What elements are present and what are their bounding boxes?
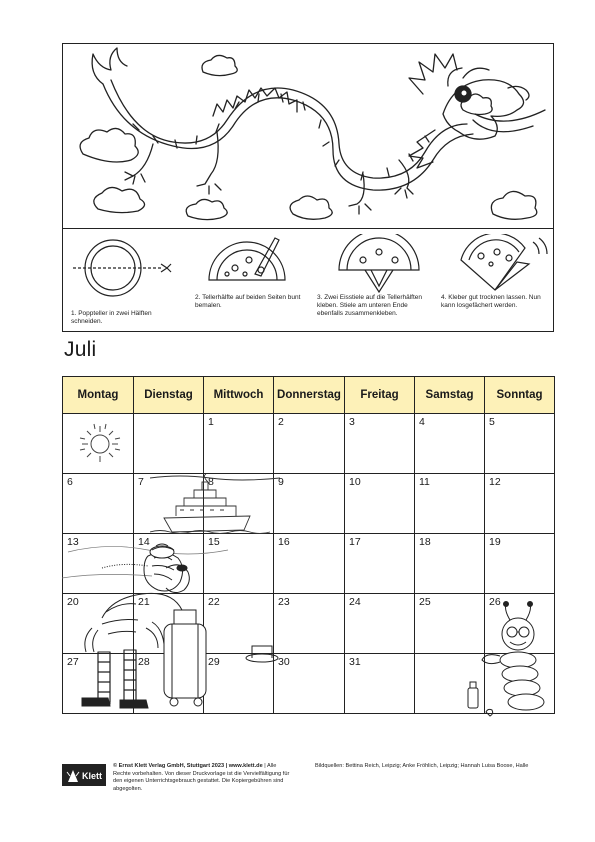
day-cell[interactable]: 18 <box>415 534 485 594</box>
fan-icon <box>455 234 555 294</box>
weekday-header: Samstag <box>415 377 485 414</box>
weekday-header-row <box>63 377 555 414</box>
dragon-drawing <box>63 44 555 230</box>
instruction-step-1: 1. Poppteller in zwei Hälften schneiden. <box>71 310 152 325</box>
day-cell[interactable]: 12 <box>485 474 555 534</box>
weekday-header: Dienstag <box>134 377 204 414</box>
week-row <box>63 534 555 594</box>
image-credits: Bildquellen: Bettina Reich, Leipzig; Anke Fröhlich, Leipzig; Hannah Luisa Boose, Halle <box>315 763 529 769</box>
copyright-bold[interactable]: © Ernst Klett Verlag GmbH, Stuttgart 2023 | www.klett.de <box>113 763 263 769</box>
instruction-step-4: 4. Kleber gut trocknen lassen. Nun kann losgefächert werden. <box>441 294 541 309</box>
calendar-grid <box>62 376 555 714</box>
day-cell[interactable]: 13 <box>63 534 134 594</box>
day-cell[interactable]: 21 <box>134 594 204 654</box>
day-cell[interactable]: 31 <box>345 654 415 714</box>
instruction-panel <box>62 228 554 332</box>
week-row <box>63 654 555 714</box>
day-cell[interactable]: 14 <box>134 534 204 594</box>
half-plate-paint-icon <box>205 234 295 290</box>
day-cell[interactable]: 2 <box>274 414 345 474</box>
day-cell[interactable]: 24 <box>345 594 415 654</box>
klett-logo <box>62 764 106 786</box>
day-cell[interactable] <box>485 654 555 714</box>
day-cell[interactable]: 11 <box>415 474 485 534</box>
day-cell[interactable]: 20 <box>63 594 134 654</box>
day-cell[interactable]: 7 <box>134 474 204 534</box>
weekday-header: Freitag <box>345 377 415 414</box>
day-cell[interactable]: 9 <box>274 474 345 534</box>
week-row <box>63 474 555 534</box>
weekday-header: Mittwoch <box>204 377 274 414</box>
day-cell[interactable]: 27 <box>63 654 134 714</box>
day-cell[interactable]: 5 <box>485 414 555 474</box>
day-cell[interactable]: 17 <box>345 534 415 594</box>
day-cell[interactable]: 4 <box>415 414 485 474</box>
plate-sticks-icon <box>335 234 425 294</box>
day-cell[interactable]: 16 <box>274 534 345 594</box>
instruction-step-2: 2. Tellerhälfte auf beiden Seiten bunt bemalen. <box>195 294 301 309</box>
weekday-header: Sonntag <box>485 377 555 414</box>
day-cell[interactable]: 22 <box>204 594 274 654</box>
day-cell[interactable] <box>134 414 204 474</box>
klett-logo-text: Klett <box>82 771 102 781</box>
day-cell[interactable]: 25 <box>415 594 485 654</box>
weekday-header: Donnerstag <box>274 377 345 414</box>
copyright-notice <box>113 763 293 793</box>
day-cell[interactable]: 10 <box>345 474 415 534</box>
day-cell[interactable]: 8 <box>204 474 274 534</box>
day-cell[interactable]: 1 <box>204 414 274 474</box>
plate-cut-icon <box>69 234 179 298</box>
day-cell[interactable] <box>63 414 134 474</box>
month-title: Juli <box>64 338 97 361</box>
day-cell[interactable]: 19 <box>485 534 555 594</box>
day-cell[interactable] <box>415 654 485 714</box>
day-cell[interactable]: 30 <box>274 654 345 714</box>
instruction-step-3: 3. Zwei Eisstiele auf die Tellerhälften kleben. Stiele am unteren Ende ebenfalls zusammenkleben. <box>317 294 423 317</box>
day-cell[interactable]: 15 <box>204 534 274 594</box>
week-row <box>63 414 555 474</box>
dragon-illustration <box>62 43 554 229</box>
week-row <box>63 594 555 654</box>
day-cell[interactable]: 23 <box>274 594 345 654</box>
weekday-header: Montag <box>63 377 134 414</box>
day-cell[interactable]: 28 <box>134 654 204 714</box>
day-cell[interactable]: 3 <box>345 414 415 474</box>
day-cell[interactable]: 6 <box>63 474 134 534</box>
copyright-rest: | Alle Rechte vorbehalten. Von dieser Druckvorlage ist die Vervielfältigung für den eigenen Unterrichtsgebrauch gestattet. Die Kopiergebühren sind abgegolten. <box>113 763 290 792</box>
day-cell[interactable]: 26 <box>485 594 555 654</box>
day-cell[interactable]: 29 <box>204 654 274 714</box>
